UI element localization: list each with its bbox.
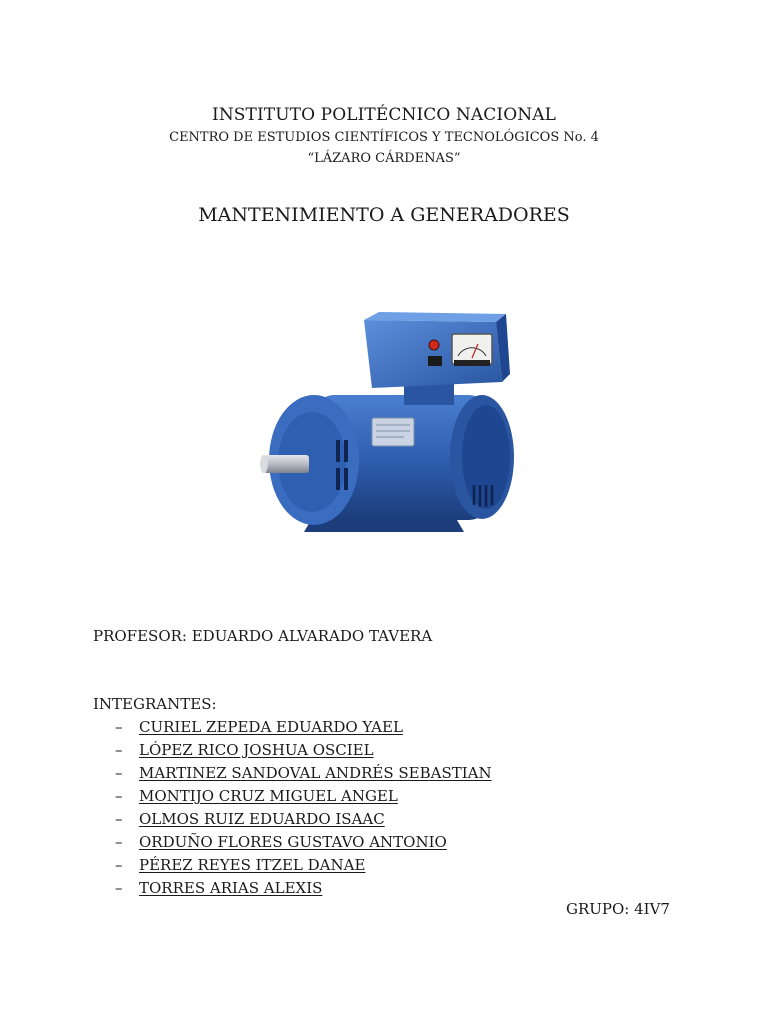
member-name: LÓPEZ RICO JOSHUA OSCIEL [139, 741, 374, 759]
school-name: “LÁZARO CÁRDENAS” [307, 151, 461, 166]
member-name: CURIEL ZEPEDA EDUARDO YAEL [139, 718, 403, 736]
member-name: MONTIJO CRUZ MIGUEL ANGEL [139, 787, 398, 805]
school-center: CENTRO DE ESTUDIOS CIENTÍFICOS Y TECNOLÓGICOS No. 4 [169, 130, 599, 145]
list-item [115, 785, 492, 808]
institution-name: INSTITUTO POLITÉCNICO NACIONAL [212, 105, 556, 125]
member-name: MARTINEZ SANDOVAL ANDRÉS SEBASTIAN [139, 764, 492, 782]
list-item [115, 854, 492, 877]
list-item [115, 739, 492, 762]
document-title: MANTENIMIENTO A GENERADORES [198, 204, 570, 226]
list-item [115, 762, 492, 785]
list-bullet: – [115, 787, 123, 805]
generator-icon [244, 300, 534, 560]
list-item [115, 877, 492, 900]
group-label: GRUPO: 4IV7 [566, 900, 670, 918]
list-item [115, 716, 492, 739]
member-name: PÉREZ REYES ITZEL DANAE [139, 856, 366, 874]
list-bullet: – [115, 741, 123, 759]
list-bullet: – [115, 856, 123, 874]
list-bullet: – [115, 718, 123, 736]
members-heading: INTEGRANTES: [93, 695, 217, 713]
list-bullet: – [115, 810, 123, 828]
member-name: TORRES ARIAS ALEXIS [139, 879, 323, 897]
list-item [115, 831, 492, 854]
list-bullet: – [115, 879, 123, 897]
member-name: OLMOS RUIZ EDUARDO ISAAC [139, 810, 385, 828]
professor-line: PROFESOR: EDUARDO ALVARADO TAVERA [93, 627, 433, 645]
member-list [115, 716, 492, 900]
list-bullet: – [115, 833, 123, 851]
member-name: ORDUÑO FLORES GUSTAVO ANTONIO [139, 833, 447, 851]
list-bullet: – [115, 764, 123, 782]
list-item [115, 808, 492, 831]
